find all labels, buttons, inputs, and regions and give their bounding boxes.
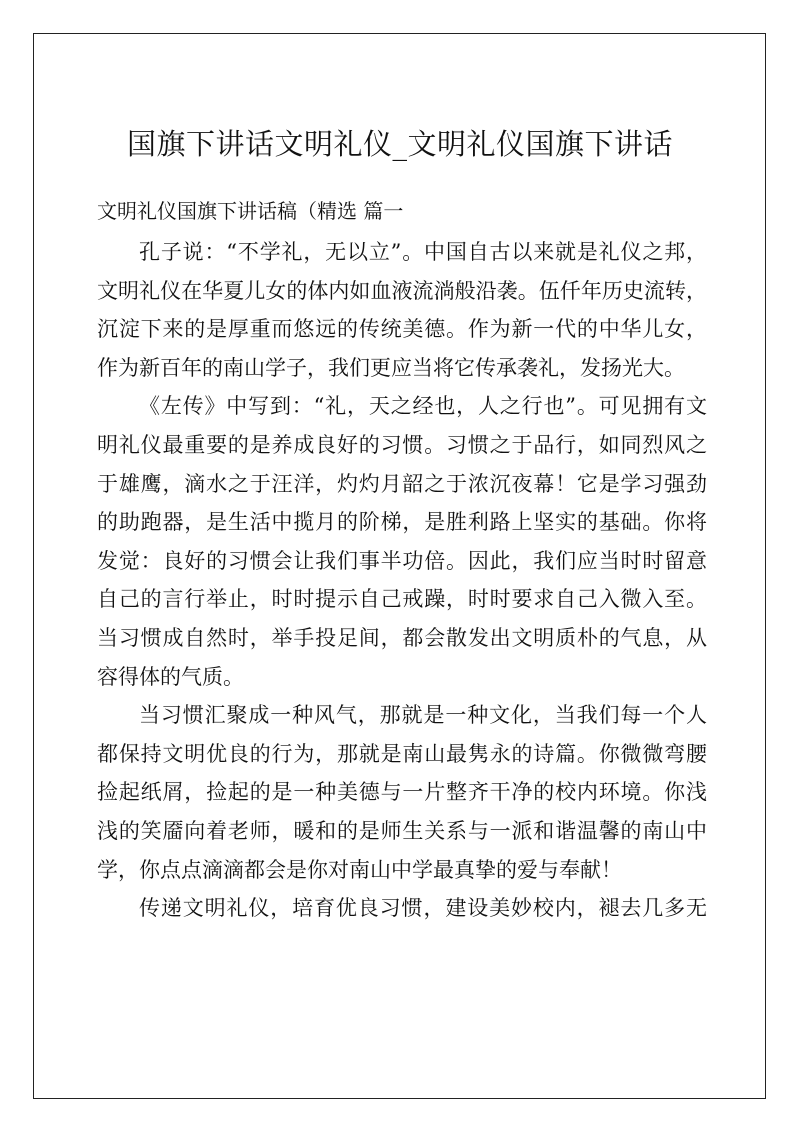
document-subtitle: 文明礼仪国旗下讲话稿（精选 篇一 (97, 199, 404, 223)
text-line: 自己的言行举止，时时提示自己戒躁，时时要求自己入微入至。 (97, 587, 707, 612)
text-line: 作为新百年的南山学子，我们更应当将它传承袭礼，发扬光大。 (97, 355, 685, 380)
text-line: 当习惯成自然时，举手投足间，都会散发出文明质朴的气息，从 (97, 625, 707, 650)
text-line: 传递文明礼仪，培育优良习惯，建设美妙校内，褪去几多无 (139, 896, 707, 921)
text-line: 沉淀下来的是厚重而悠远的传统美德。作为新一代的中华儿女， (97, 317, 707, 342)
text-line: 当习惯汇聚成一种风气，那就是一种文化，当我们每一个人 (139, 703, 707, 728)
text-line: 都保持文明优良的行为，那就是南山最隽永的诗篇。你微微弯腰 (97, 741, 707, 766)
paragraph-4 (97, 889, 707, 928)
text-line: 孔子说：“不学礼，无以立”。中国自古以来就是礼仪之邦， (139, 240, 707, 264)
document-body (97, 233, 707, 928)
text-line: 发觉：良好的习惯会让我们事半功倍。因此，我们应当时时留意 (97, 548, 707, 573)
text-line: 浅的笑靥向着老师，暖和的是师生关系与一派和谐温馨的南山中 (97, 818, 707, 843)
text-line: 学，你点点滴滴都会是你对南山中学最真挚的爱与奉献！ (97, 857, 622, 882)
text-line: 于雄鹰，滴水之于汪洋，灼灼月韶之于浓沉夜幕！它是学习强劲 (97, 471, 707, 496)
paragraph-2 (97, 387, 707, 696)
text-line: 容得体的气质。 (97, 664, 244, 689)
paragraph-3 (97, 696, 707, 889)
paragraph-1 (97, 233, 707, 387)
document-title: 国旗下讲话文明礼仪_文明礼仪国旗下讲话 (126, 127, 673, 161)
text-line: 捡起纸屑，捡起的是一种美德与一片整齐干净的校内环境。你浅 (97, 780, 707, 805)
text-line: 的助跑器，是生活中揽月的阶梯，是胜利路上坚实的基础。你将 (97, 510, 707, 535)
text-line: 文明礼仪在华夏儿女的体内如血液流淌般沿袭。伍仟年历史流转， (97, 278, 707, 303)
text-line: 《左传》中写到：“礼，天之经也，人之行也”。可见拥有文 (139, 394, 707, 419)
text-line: 明礼仪最重要的是养成良好的习惯。习惯之于品行，如同烈风之 (97, 432, 707, 457)
